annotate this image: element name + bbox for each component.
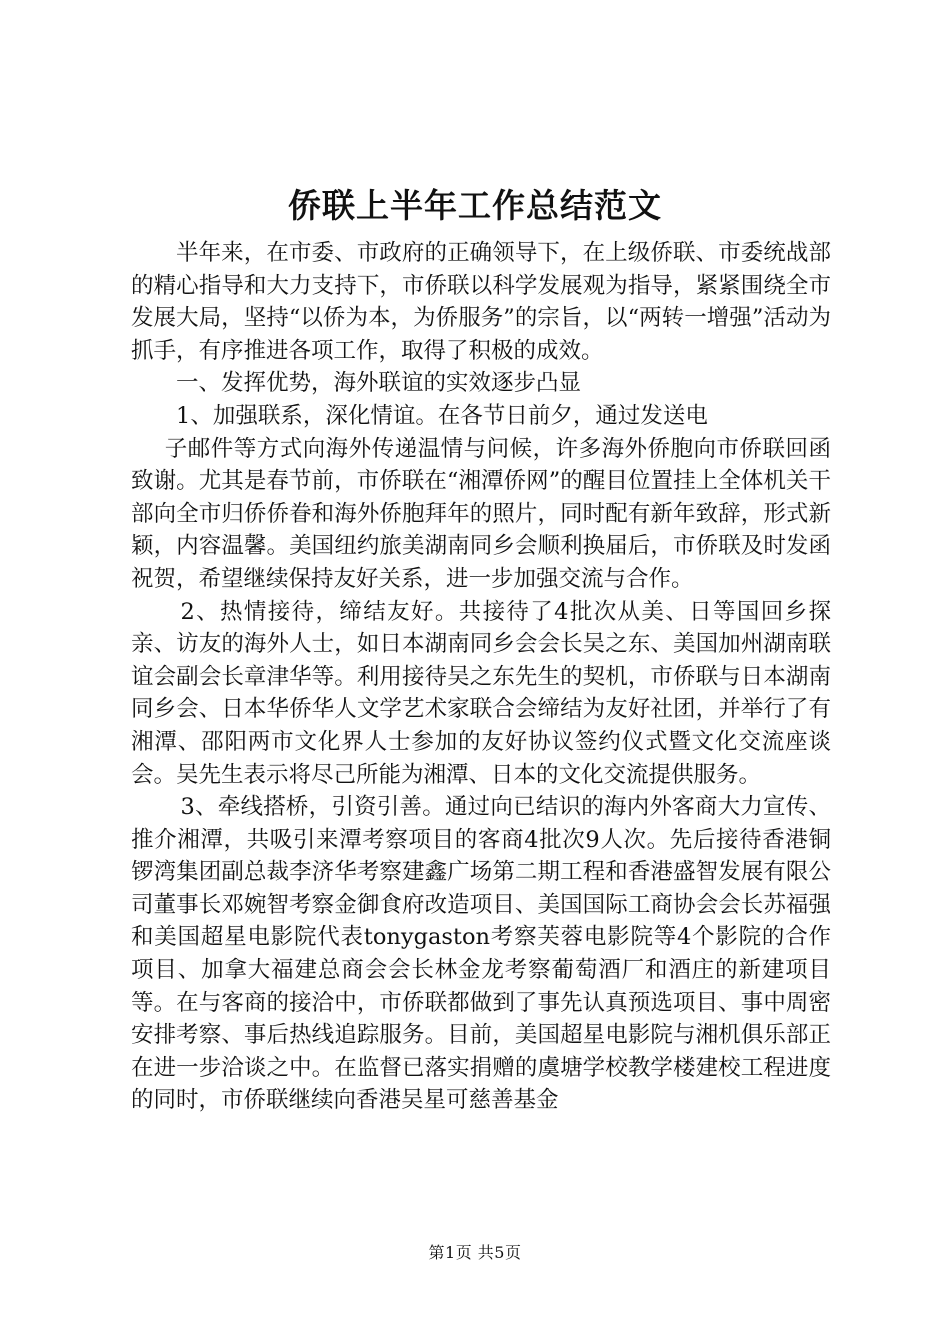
paragraph-intro: 半年来，在市委、市政府的正确领导下，在上级侨联、市委统战部的精心指导和大力支持下，市侨联以科学发展观为指导，紧紧围绕全市发展大局，坚持“以侨为本，为侨服务”的宗旨，以“两转一增强”活动为抓手，有序推进各项工作，取得了积极的成效。 bbox=[131, 240, 831, 364]
paragraph-item-1: 1、加强联系，深化情谊。在各节日前夕，通过发送电 bbox=[176, 402, 708, 429]
page-number-footer: 第1页 共5页 bbox=[428, 1243, 522, 1262]
document-body bbox=[131, 237, 831, 1117]
section-heading: 一、发挥优势，海外联谊的实效逐步凸显 bbox=[176, 370, 582, 397]
document-title: 侨联上半年工作总结范文 bbox=[288, 186, 662, 225]
paragraph-item-1-continued: 子邮件等方式向海外传递温情与问候，许多海外侨胞向市侨联回函致谢。尤其是春节前，市侨联在“湘潭侨网”的醒目位置挂上全体机关干部向全市归侨侨眷和海外侨胞拜年的照片，同时配有新年致辞，形式新颖，内容温馨。美国纽约旅美湖南同乡会顺利换届后，市侨联及时发函祝贺，希望继续保持友好关系，进一步加强交流与合作。 bbox=[131, 435, 831, 592]
paragraph-item-3: 3、牵线搭桥，引资引善。通过向已结识的海内外客商大力宣传、推介湘潭，共吸引来潭考察项目的客商4批次9人次。先后接待香港铜锣湾集团副总裁李济华考察建鑫广场第二期工程和香港盛智发展有限公司董事长邓婉智考察金御食府改造项目、美国国际工商协会会长苏福强和美国超星电影院代表tonygaston考察芙蓉电影院等4个影院的合作项目、加拿大福建总商会会长林金龙考察葡萄酒厂和酒庄的新建项目等。在与客商的接洽中，市侨联都做到了事先认真预选项目、事中周密安排考察、事后热线追踪服务。目前，美国超星电影院与湘机俱乐部正在进一步洽谈之中。在监督已落实捐赠的虞塘学校教学楼建校工程进度的同时，市侨联继续向香港吴星可慈善基金 bbox=[131, 794, 831, 1114]
paragraph-item-2: 2、热情接待，缔结友好。共接待了4批次从美、日等国回乡探亲、访友的海外人士，如日本湖南同乡会会长吴之东、美国加州湖南联谊会副会长章津华等。利用接待吴之东先生的契机，市侨联与日本湖南同乡会、日本华侨华人文学艺术家联合会缔结为友好社团，并举行了有湘潭、邵阳两市文化界人士参加的友好协议签约仪式暨文化交流座谈会。吴先生表示将尽己所能为湘潭、日本的文化交流提供服务。 bbox=[131, 598, 831, 788]
